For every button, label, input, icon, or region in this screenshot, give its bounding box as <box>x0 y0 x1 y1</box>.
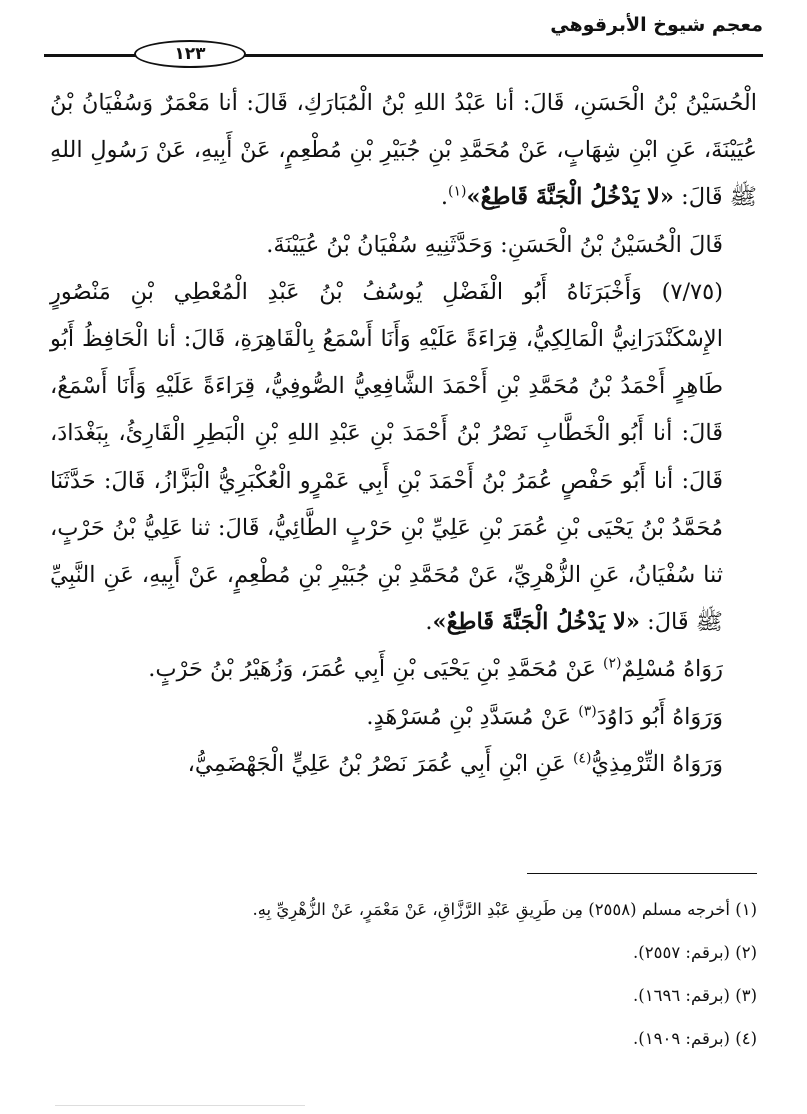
paragraph-3 <box>50 269 757 647</box>
paragraph-tail: عَنْ مُسَدَّدِ بْنِ مُسَرْهَدٍ. <box>366 703 579 730</box>
footnote-1: (١) أخرجه مسلم (٢٥٥٨) مِن طَرِيقِ عَبْدِ الرَّزَّاقِ، عَنْ مَعْمَرٍ، عَنْ الزُّهْرِيِّ بِهِ. <box>252 900 757 919</box>
scan-edge-mark <box>55 1105 305 1106</box>
paragraph-text: رَوَاهُ مُسْلِمٌ <box>621 656 723 683</box>
footnote-3: (٣) (برقم: ١٦٩٦). <box>633 986 757 1005</box>
footnote-ref: (١) <box>448 183 467 200</box>
paragraph-tail: عَنْ مُحَمَّدِ بْنِ يَحْيَى بْنِ أَبِي عُمَرَ، وَزُهَيْرُ بْنُ حَرْبٍ. <box>148 656 604 683</box>
paragraph-1 <box>50 80 757 222</box>
paragraph-tail: عَنِ ابْنِ أَبِي عُمَرَ نَصْرُ بْنُ عَلِيٍّ الْجَهْضَمِيُّ، <box>187 750 573 777</box>
hadith-quote: «لا يَدْخُلُ الْجَنَّةَ قَاطِعٌ» <box>432 609 640 636</box>
paragraph-text: (٧/٧٥) وَأَخْبَرَنَاهُ أَبُو الْفَضْلِ يُوسُفُ بْنُ عَبْدِ الْمُعْطِي بْنِ مَنْصُورٍ الإِسْكَنْدَرَانِيُّ الْمَالِكِيُّ، قِرَاءَةً عَلَيْهِ وَأَنَا أَسْمَعُ بِالْقَاهِرَةِ، قَالَ: أنا الْحَافِظُ أَبُو طَاهِرٍ أَحْمَدُ بْنُ مُحَمَّدِ بْنِ أَحْمَدَ الشَّافِعِيُّ الصُّوفِيُّ، قِرَاءَةً عَلَيْهِ وَأَنَا أَسْمَعُ، قَالَ: أنا أَبُو الْخَطَّابِ نَصْرُ بْنُ أَحْمَدَ بْنِ عَبْدِ اللهِ بْنِ الْبَطِرِ الْقَارِئُ، بِبَغْدَادَ، قَالَ: أنا أَبُو حَفْصٍ عُمَرُ بْنُ أَحْمَدَ بْنِ أَبِي عَمْرٍو الْعُكْبَرِيُّ الْبَزَّازُ، قَالَ: حَدَّثَنَا مُحَمَّدُ بْنُ يَحْيَى بْنِ عُمَرَ بْنِ عَلِيِّ بْنِ حَرْبٍ الطَّائِيُّ، قَالَ: ثنا عَلِيُّ بْنُ حَرْبٍ، ثنا سُفْيَانُ، عَنِ الزُّهْرِيِّ، عَنْ مُحَمَّدِ بْنِ جُبَيْرِ بْنِ مُطْعِمٍ، عَنْ أَبِيهِ، عَنِ النَّبِيِّ ﷺ قَالَ: <box>50 278 723 636</box>
paragraph-text: الْحُسَيْنُ بْنُ الْحَسَنِ، قَالَ: أنا عَبْدُ اللهِ بْنُ الْمُبَارَكِ، قَالَ: أنا مَعْمَرٌ وَسُفْيَانُ بْنُ عُيَيْنَةَ، عَنِ ابْنِ شِهَابٍ، عَنْ مُحَمَّدِ بْنِ جُبَيْرِ بْنِ مُطْعِمٍ، عَنْ أَبِيهِ، عَنْ رَسُولِ اللهِ ﷺ قَالَ: <box>50 90 757 211</box>
footnotes <box>50 888 757 1060</box>
paragraph-5 <box>50 694 757 741</box>
paragraph-tail: . <box>425 609 433 636</box>
footnote-separator <box>527 873 757 874</box>
paragraph-text: وَرَوَاهُ التِّرْمِذِيُّ <box>591 750 723 777</box>
page-header <box>44 14 763 64</box>
paragraph-6 <box>50 741 757 788</box>
paragraph-2 <box>50 222 757 269</box>
footnote-4: (٤) (برقم: ١٩٠٩). <box>633 1029 757 1048</box>
paragraph-text: وَرَوَاهُ أَبُو دَاوُدَ <box>596 703 723 730</box>
main-text <box>50 80 757 788</box>
hadith-quote: «لا يَدْخُلُ الْجَنَّةَ قَاطِعٌ» <box>466 184 674 211</box>
footnote-2: (٢) (برقم: ٢٥٥٧). <box>633 943 757 962</box>
paragraph-text: قَالَ الْحُسَيْنُ بْنُ الْحَسَنِ: وَحَدَّثَنِيهِ سُفْيَانُ بْنُ عُيَيْنَةَ. <box>266 231 723 258</box>
running-title: معجم شيوخ الأبرقوهي <box>550 14 763 36</box>
page-number: ١٢٣ <box>134 40 246 68</box>
paragraph-tail: . <box>440 184 449 211</box>
footnote-ref: (٢) <box>603 655 622 672</box>
paragraph-4 <box>50 646 757 693</box>
footnote-ref: (٣) <box>578 703 597 720</box>
footnote-ref: (٤) <box>572 750 592 767</box>
